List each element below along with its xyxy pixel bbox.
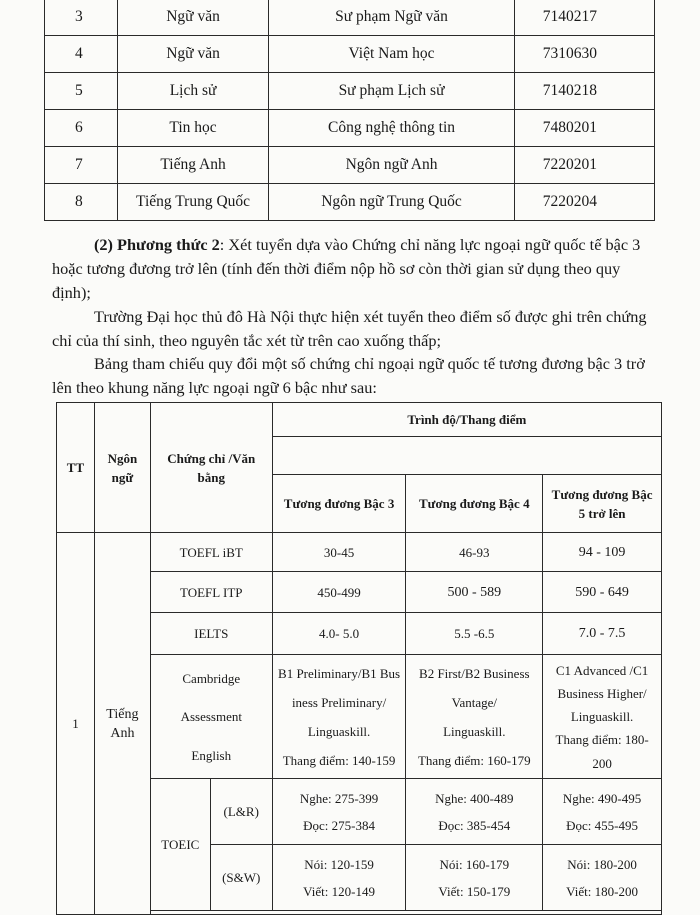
language-cell: Tiếng Anh bbox=[94, 533, 150, 915]
level-5-value bbox=[543, 779, 662, 845]
value-line: B2 First/B2 Business bbox=[419, 665, 530, 681]
level-4-value bbox=[406, 655, 543, 779]
university-rule-paragraph: Trường Đại học thủ đô Hà Nội thực hiện xét tuyển theo điểm số được ghi trên chứng chỉ của thí sinh, theo nguyên tắc xét từ trên cao xuống thấp; bbox=[52, 307, 647, 350]
major-code-cell: 7220204 bbox=[514, 184, 654, 221]
value-line: C1 Advanced /C1 bbox=[555, 662, 649, 678]
header-level-group: Trình độ/Thang điểm bbox=[272, 403, 661, 437]
header-certificate: Chứng chỉ /Văn bằng bbox=[150, 403, 272, 533]
row-number: 5 bbox=[45, 73, 118, 110]
level-3-value bbox=[272, 845, 406, 911]
majors-table bbox=[44, 0, 655, 221]
value-line: Đọc: 275-384 bbox=[303, 817, 375, 833]
major-code-cell: 7140217 bbox=[514, 0, 654, 36]
table-row bbox=[45, 110, 655, 147]
header-level-5: Tương đương Bậc 5 trở lên bbox=[543, 475, 662, 533]
row-number: 4 bbox=[45, 36, 118, 73]
level-5-value bbox=[543, 655, 662, 779]
major-cell: Công nghệ thông tin bbox=[269, 110, 514, 147]
header-language: Ngôn ngữ bbox=[94, 403, 150, 533]
table-row bbox=[45, 73, 655, 110]
level-4-value: 5.5 -6.5 bbox=[406, 613, 543, 655]
value-line: Nói: 160-179 bbox=[439, 856, 510, 872]
cert-name-cambridge bbox=[150, 655, 272, 779]
level-4-value bbox=[406, 845, 543, 911]
table-row bbox=[45, 36, 655, 73]
level-4-value bbox=[406, 779, 543, 845]
bottom-spacer-cell bbox=[150, 911, 661, 915]
major-cell: Việt Nam học bbox=[269, 36, 514, 73]
major-code-cell: 7220201 bbox=[514, 147, 654, 184]
value-line: Viết: 120-149 bbox=[303, 883, 375, 899]
value-line: Nghe: 400-489 bbox=[435, 790, 514, 806]
header-row bbox=[57, 403, 662, 437]
value-line: Viết: 180-200 bbox=[566, 883, 638, 899]
major-cell: Sư phạm Lịch sử bbox=[269, 73, 514, 110]
value-line: iness Preliminary/ bbox=[291, 694, 387, 710]
level-4-value: 46-93 bbox=[406, 533, 543, 572]
level-4-value: 500 - 589 bbox=[406, 572, 543, 613]
major-cell: Ngôn ngữ Anh bbox=[269, 147, 514, 184]
level-5-value: 7.0 - 7.5 bbox=[543, 613, 662, 655]
level-5-value bbox=[543, 845, 662, 911]
row-number: 3 bbox=[45, 0, 118, 36]
major-cell: Ngôn ngữ Trung Quốc bbox=[269, 184, 514, 221]
table-row bbox=[45, 147, 655, 184]
cert-name: TOEIC bbox=[150, 779, 210, 911]
value-line: Thang điểm: 140-159 bbox=[282, 752, 396, 768]
cert-name-line: Assessment bbox=[180, 709, 242, 724]
value-line: Đọc: 455-495 bbox=[566, 817, 638, 833]
value-line: 200 bbox=[592, 755, 612, 771]
major-code-cell: 7310630 bbox=[514, 36, 654, 73]
value-line: Vantage/ bbox=[451, 694, 498, 710]
toeic-part-label: (L&R) bbox=[210, 779, 272, 845]
value-line: Nói: 180-200 bbox=[567, 856, 637, 872]
value-line: Nghe: 490-495 bbox=[562, 790, 642, 806]
row-number: 7 bbox=[45, 147, 118, 184]
value-line: Viết: 150-179 bbox=[438, 883, 511, 899]
value-line: Linguaskill. bbox=[443, 723, 506, 739]
table-row bbox=[45, 0, 655, 36]
subject-cell: Tiếng Trung Quốc bbox=[117, 184, 269, 221]
row-number: 1 bbox=[57, 533, 95, 915]
cert-name: TOEFL ITP bbox=[150, 572, 272, 613]
major-code-cell: 7140218 bbox=[514, 73, 654, 110]
method-2-paragraph bbox=[52, 233, 662, 305]
majors-table-body bbox=[45, 0, 655, 221]
level-5-value: 590 - 649 bbox=[543, 572, 662, 613]
subject-cell: Ngữ văn bbox=[117, 36, 269, 73]
toeic-part-label: (S&W) bbox=[210, 845, 272, 911]
level-3-value bbox=[272, 655, 406, 779]
value-line: Business Higher/ bbox=[557, 685, 647, 701]
header-tt: TT bbox=[57, 403, 95, 533]
level-3-value: 4.0- 5.0 bbox=[272, 613, 406, 655]
value-line: Linguaskill. bbox=[570, 709, 634, 724]
certificate-table bbox=[56, 402, 662, 915]
value-line: Nghe: 275-399 bbox=[299, 790, 379, 806]
method-2-text: : Xét tuyển dựa vào Chứng chỉ năng lực ngoại ngữ quốc tế bậc 3 hoặc tương đương trở lên (tính đến thời điểm nộp hồ sơ còn thời gian sử dụng theo quy định); bbox=[52, 235, 641, 302]
header-spacer-cell bbox=[272, 437, 661, 475]
major-code-cell: 7480201 bbox=[514, 110, 654, 147]
value-line: Thang điểm: 160-179 bbox=[417, 752, 531, 768]
value-line: Nói: 120-159 bbox=[304, 856, 374, 872]
cert-name-line: English bbox=[191, 747, 232, 763]
subject-cell: Tiếng Anh bbox=[117, 147, 269, 184]
method-2-label: (2) Phương thức 2 bbox=[94, 235, 220, 254]
level-3-value bbox=[272, 779, 406, 845]
subject-cell: Lịch sử bbox=[117, 73, 269, 110]
row-number: 6 bbox=[45, 110, 118, 147]
level-3-value: 30-45 bbox=[272, 533, 406, 572]
table-row bbox=[45, 184, 655, 221]
level-3-value: 450-499 bbox=[272, 572, 406, 613]
major-cell: Sư phạm Ngữ văn bbox=[269, 0, 514, 36]
level-5-value: 94 - 109 bbox=[543, 533, 662, 572]
value-line: Linguaskill. bbox=[307, 723, 371, 739]
row-number: 8 bbox=[45, 184, 118, 221]
subject-cell: Tin học bbox=[117, 110, 269, 147]
header-level-4: Tương đương Bậc 4 bbox=[406, 475, 543, 533]
value-line: Thang điểm: 180- bbox=[555, 732, 649, 748]
subject-cell: Ngữ văn bbox=[117, 0, 269, 36]
header-level-3: Tương đương Bậc 3 bbox=[272, 475, 406, 533]
cert-name: TOEFL iBT bbox=[150, 533, 272, 572]
cert-name: IELTS bbox=[150, 613, 272, 655]
value-line: B1 Preliminary/B1 Bus bbox=[278, 665, 401, 681]
value-line: Đọc: 385-454 bbox=[438, 817, 511, 833]
table-intro-paragraph: Bảng tham chiếu quy đổi một số chứng chỉ ngoại ngữ quốc tế tương đương bậc 3 trở lên theo khung năng lực ngoại ngữ 6 bậc như sau: bbox=[52, 354, 645, 397]
cert-name-line: Cambridge bbox=[182, 670, 241, 686]
table-row bbox=[57, 533, 662, 572]
